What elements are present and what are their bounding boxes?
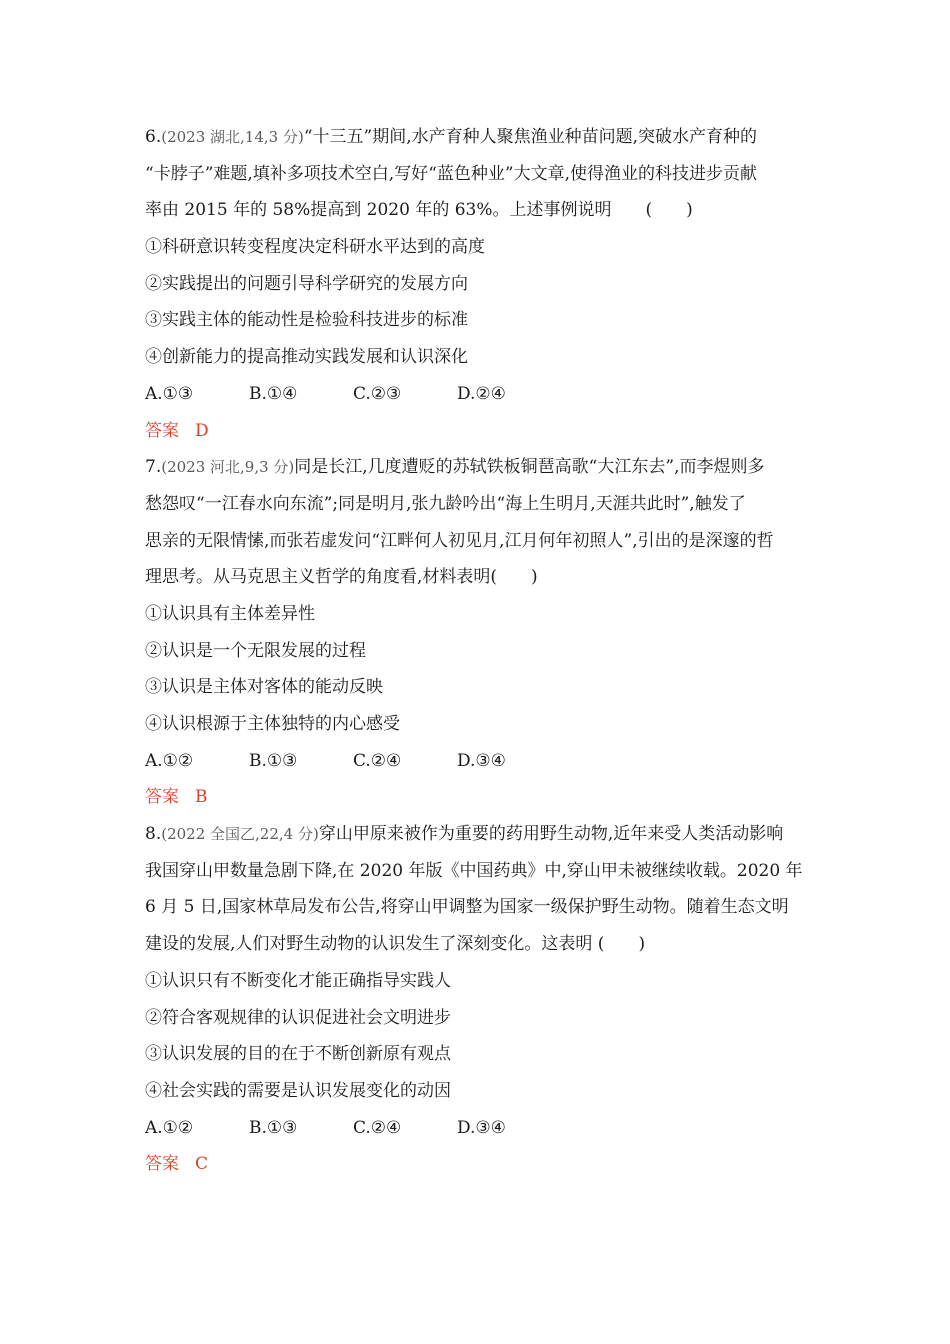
stem-text: “十三五”期间,水产育种人聚焦渔业种苗问题,突破水产育种的 xyxy=(303,127,758,147)
question-7 xyxy=(145,449,810,816)
stem-line: 思亲的无限情愫,而张若虚发问“江畔何人初见月,江月何年初照人”,引出的是深邃的哲 xyxy=(145,530,774,551)
choice-b: B.①③ xyxy=(249,750,298,771)
option-item: ②符合客观规律的认识促进社会文明进步 xyxy=(145,1007,451,1028)
answer-line xyxy=(145,1146,810,1183)
option-item: ③实践主体的能动性是检验科技进步的标准 xyxy=(145,310,468,331)
choice-c: C.②④ xyxy=(353,1117,402,1138)
choice-b: B.①③ xyxy=(249,1117,298,1138)
stem-line: “卡脖子”难题,填补多项技术空白,写好“蓝色种业”大文章,使得渔业的科技进步贡献 xyxy=(145,163,757,184)
option-item: ④认识根源于主体独特的内心感受 xyxy=(145,714,400,734)
question-source: (2023 河北,9,3 分) xyxy=(161,458,295,477)
question-stem xyxy=(145,119,810,229)
choice-d: D.③④ xyxy=(457,1117,506,1138)
option-item: ①认识具有主体差异性 xyxy=(145,603,315,624)
option-item: ③认识发展的目的在于不断创新原有观点 xyxy=(145,1044,451,1065)
stem-line: 我国穿山甲数量急剧下降,在 2020 年版《中国药典》中,穿山甲未被继续收载。2020 年 xyxy=(145,860,803,881)
choice-d: D.③④ xyxy=(457,750,506,771)
answer-label: 答案 xyxy=(145,420,179,441)
question-8 xyxy=(145,816,810,1183)
answer-line xyxy=(145,413,810,450)
answer-label: 答案 xyxy=(145,1154,179,1175)
stem-line: 率由 2015 年的 58%提高到 2020 年的 63%。上述事例说明 ( ) xyxy=(145,200,693,221)
question-source: (2023 湖北,14,3 分) xyxy=(161,128,304,146)
stem-text: 穿山甲原来被作为重要的药用野生动物,近年来受人类活动影响 xyxy=(318,824,784,845)
answer-value: C xyxy=(195,1154,209,1175)
choice-a: A.①② xyxy=(145,1117,194,1138)
choice-d: D.②④ xyxy=(457,383,506,404)
choice-b: B.①④ xyxy=(249,383,298,404)
choice-a: A.①② xyxy=(145,750,194,771)
choice-c: C.②④ xyxy=(353,750,402,771)
stem-line: 6 月 5 日,国家林草局发布公告,将穿山甲调整为国家一级保护野生动物。随着生态文明 xyxy=(145,897,789,918)
option-item: ④创新能力的提高推动实践发展和认识深化 xyxy=(145,347,468,368)
question-number: 8. xyxy=(145,824,162,845)
choice-row xyxy=(145,376,810,413)
stem-line xyxy=(145,449,810,486)
choice-a: A.①③ xyxy=(145,383,194,404)
option-item: ②认识是一个无限发展的过程 xyxy=(145,640,366,661)
answer-label: 答案 xyxy=(145,787,179,808)
question-number: 6. xyxy=(145,127,162,147)
choice-c: C.②③ xyxy=(353,383,402,404)
stem-line: 理思考。从马克思主义哲学的角度看,材料表明( ) xyxy=(145,567,538,588)
choice-row xyxy=(145,1110,810,1147)
option-item: ①认识只有不断变化才能正确指导实践人 xyxy=(145,970,451,991)
question-source: (2022 全国乙,22,4 分) xyxy=(161,825,319,844)
stem-line: 愁怨叹“一江春水向东流”;同是明月,张九龄吟出“海上生明月,天涯共此时”,触发了 xyxy=(145,493,746,514)
stem-line xyxy=(145,119,810,156)
choice-row xyxy=(145,743,810,780)
option-item: ①科研意识转变程度决定科研水平达到的高度 xyxy=(145,237,485,258)
option-item: ②实践提出的问题引导科学研究的发展方向 xyxy=(145,273,468,294)
question-6 xyxy=(145,119,810,449)
option-item: ④社会实践的需要是认识发展变化的动因 xyxy=(145,1080,451,1101)
stem-line: 建设的发展,人们对野生动物的认识发生了深刻变化。这表明 ( ) xyxy=(145,934,646,955)
stem-text: 同是长江,几度遭贬的苏轼铁板铜琶高歌“大江东去”,而李煜则多 xyxy=(294,457,765,478)
answer-line xyxy=(145,779,810,816)
answer-value: D xyxy=(195,420,209,441)
question-stem xyxy=(145,449,810,596)
question-number: 7. xyxy=(145,457,162,478)
option-item: ③认识是主体对客体的能动反映 xyxy=(145,677,383,698)
document-page xyxy=(145,119,810,1183)
answer-value: B xyxy=(195,787,208,808)
question-stem xyxy=(145,816,810,963)
stem-line xyxy=(145,816,810,853)
